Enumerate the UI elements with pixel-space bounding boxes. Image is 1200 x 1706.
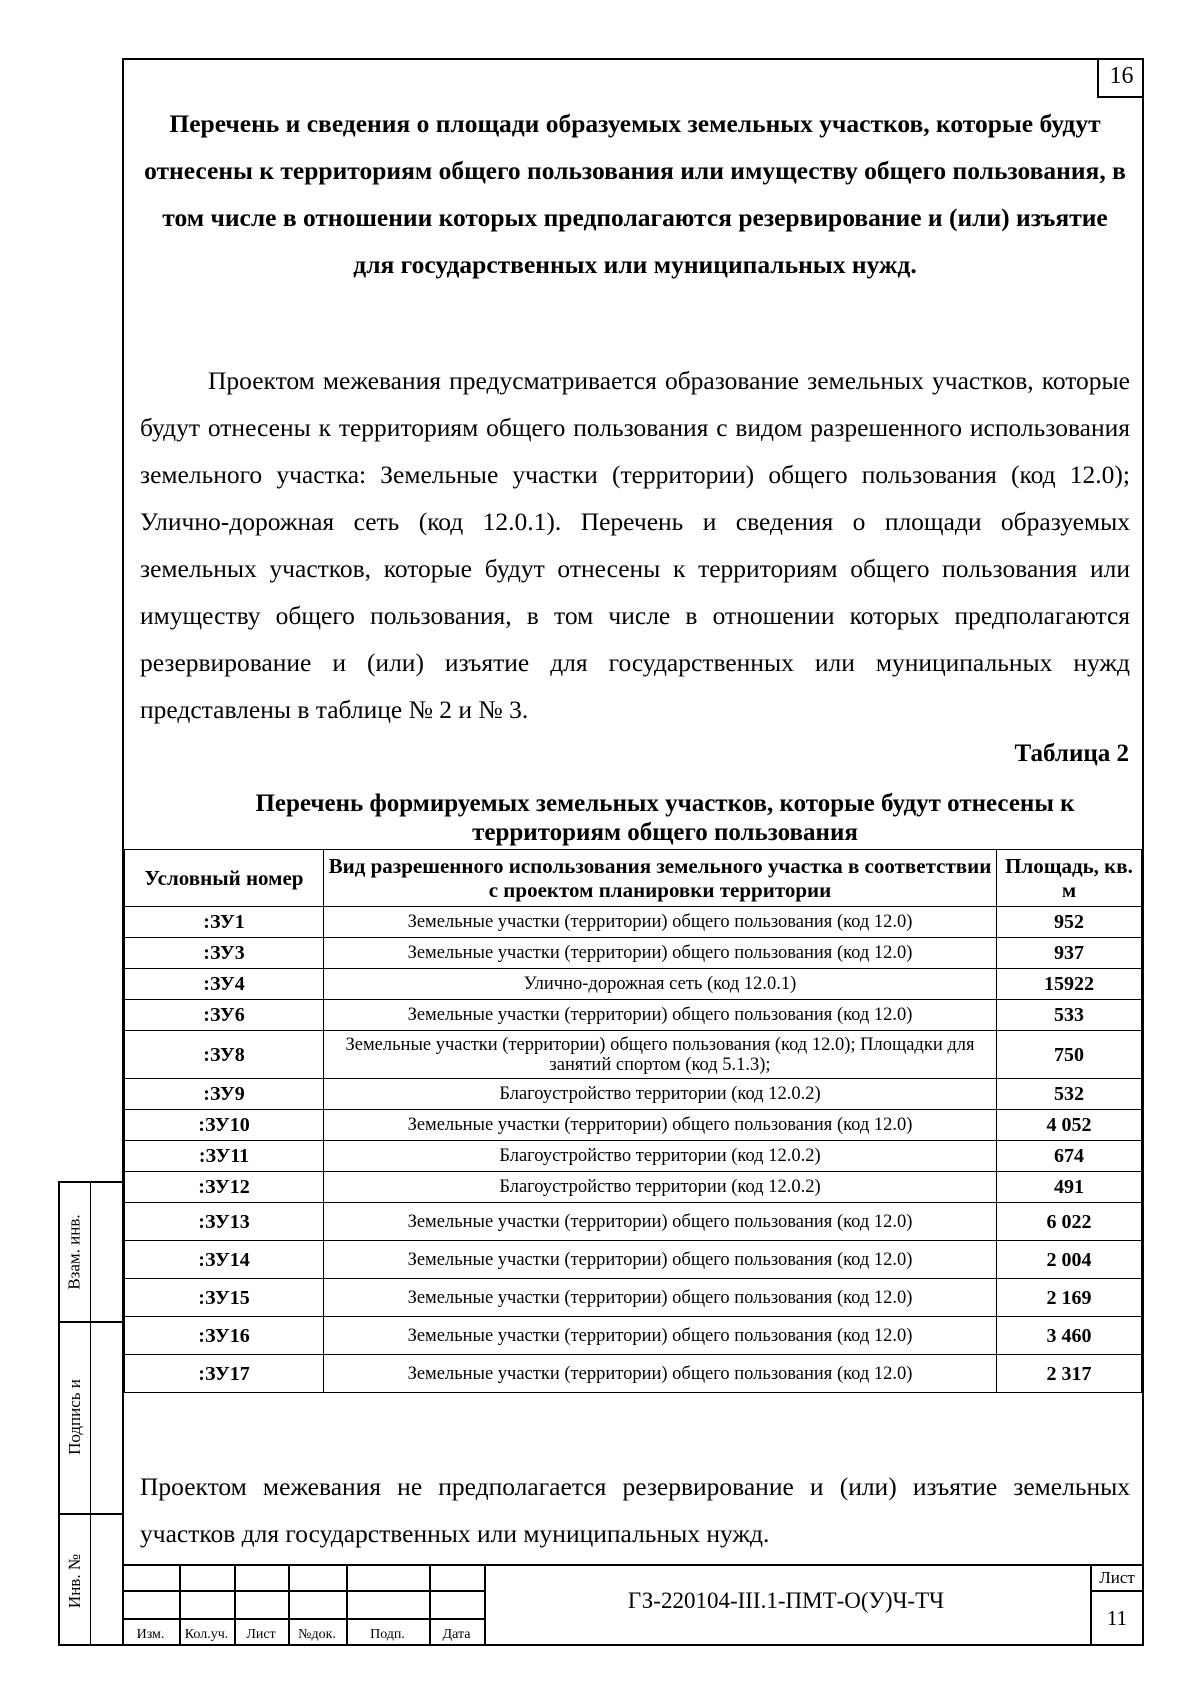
cell-area: 4 052 bbox=[997, 1110, 1142, 1141]
cell-area: 750 bbox=[997, 1031, 1142, 1079]
intro-paragraph: Проектом межевания предусматривается образование земельных участков, которые будут отнесены к территориям общего пользования с видом разрешенного использования земельного участка: Земельные участки (территории) общего пользования (код 12.0); Улично-дорожная сеть (код 12.0.1). Перечень и сведения о площади образуемых земельных участков, которые будут отнесены к территориям общего пользования или имуществу общего пользования, в том числе в отношении которых предполагаются резервирование и (или) изъятие для государственных или муниципальных нужд представлены в таблице № 2 и № 3. bbox=[140, 366, 1130, 724]
table-row bbox=[125, 969, 1142, 1000]
cell-area: 952 bbox=[997, 907, 1142, 938]
side-stamp-vzam: Взам. инв. bbox=[65, 1214, 84, 1290]
cell-use: Земельные участки (территории) общего пользования (код 12.0) bbox=[324, 1000, 997, 1031]
cell-code: :ЗУ4 bbox=[125, 969, 324, 1000]
table-label: Таблица 2 bbox=[1014, 740, 1129, 767]
cell-use: Земельные участки (территории) общего пользования (код 12.0) bbox=[324, 1279, 997, 1317]
cell-use: Земельные участки (территории) общего пользования (код 12.0) bbox=[324, 1317, 997, 1355]
table-row bbox=[125, 1279, 1142, 1317]
table-row bbox=[125, 907, 1142, 938]
stamp-label-koluch: Кол.уч. bbox=[184, 1627, 229, 1642]
cell-use: Земельные участки (территории) общего пользования (код 12.0); Площадки для занятий спортом (код 5.1.3); bbox=[324, 1031, 997, 1079]
cell-area: 532 bbox=[997, 1079, 1142, 1110]
cell-area: 15922 bbox=[997, 969, 1142, 1000]
stamp-label-izm: Изм. bbox=[136, 1627, 165, 1642]
cell-code: :ЗУ14 bbox=[125, 1241, 324, 1279]
cell-code: :ЗУ16 bbox=[125, 1317, 324, 1355]
cell-use: Благоустройство территории (код 12.0.2) bbox=[324, 1172, 997, 1203]
document-code: ГЗ-220104-III.1-ПМТ-О(У)Ч-ТЧ bbox=[627, 1588, 945, 1613]
stamp-label-podp: Подп. bbox=[370, 1627, 405, 1642]
side-stamp bbox=[58, 1181, 122, 1646]
cell-use: Благоустройство территории (код 12.0.2) bbox=[324, 1079, 997, 1110]
table-row bbox=[125, 1079, 1142, 1110]
header-area: Площадь, кв. м bbox=[997, 850, 1142, 907]
cell-area: 937 bbox=[997, 938, 1142, 969]
cell-code: :ЗУ10 bbox=[125, 1110, 324, 1141]
cell-area: 491 bbox=[997, 1172, 1142, 1203]
table-row bbox=[125, 1203, 1142, 1241]
sheet-label: Лист bbox=[1099, 1568, 1135, 1587]
closing-paragraph: Проектом межевания не предполагается резервирование и (или) изъятие земельных участков для государственных или муниципальных нужд. bbox=[140, 1472, 1130, 1548]
cell-code: :ЗУ3 bbox=[125, 938, 324, 969]
cell-use: Земельные участки (территории) общего пользования (код 12.0) bbox=[324, 1203, 997, 1241]
cell-use: Благоустройство территории (код 12.0.2) bbox=[324, 1141, 997, 1172]
cell-code: :ЗУ9 bbox=[125, 1079, 324, 1110]
cell-code: :ЗУ13 bbox=[125, 1203, 324, 1241]
cell-code: :ЗУ6 bbox=[125, 1000, 324, 1031]
table-row bbox=[125, 1000, 1142, 1031]
table-row bbox=[125, 1241, 1142, 1279]
parcels-table bbox=[124, 849, 1142, 1393]
cell-area: 6 022 bbox=[997, 1203, 1142, 1241]
cell-code: :ЗУ11 bbox=[125, 1141, 324, 1172]
cell-code: :ЗУ8 bbox=[125, 1031, 324, 1079]
table-title: Перечень формируемых земельных участков, которые будут отнесены к территориям общего пользования bbox=[255, 790, 1075, 846]
cell-code: :ЗУ17 bbox=[125, 1355, 324, 1393]
cell-area: 2 169 bbox=[997, 1279, 1142, 1317]
side-stamp-podpis: Подпись и bbox=[65, 1379, 84, 1455]
table-row bbox=[125, 1141, 1142, 1172]
stamp-label-ndok: №док. bbox=[298, 1627, 336, 1642]
cell-use: Земельные участки (территории) общего пользования (код 12.0) bbox=[324, 907, 997, 938]
cell-code: :ЗУ1 bbox=[125, 907, 324, 938]
stamp-label-list: Лист bbox=[246, 1627, 276, 1642]
cell-area: 3 460 bbox=[997, 1317, 1142, 1355]
cell-use: Земельные участки (территории) общего пользования (код 12.0) bbox=[324, 1110, 997, 1141]
sheet-number: 16 bbox=[1097, 58, 1144, 98]
section-title: Перечень и сведения о площади образуемых земельных участков, которые будут отнесены к территориям общего пользования или имуществу общего пользования, в том числе в отношении которых предполагаются резервирование и (или) изъятие для государственных или муниципальных нужд. bbox=[144, 109, 1126, 279]
cell-area: 2 317 bbox=[997, 1355, 1142, 1393]
cell-use: Земельные участки (территории) общего пользования (код 12.0) bbox=[324, 1355, 997, 1393]
cell-use: Земельные участки (территории) общего пользования (код 12.0) bbox=[324, 938, 997, 969]
table-row bbox=[125, 938, 1142, 969]
table-header-row bbox=[125, 850, 1142, 907]
sheet-page-number: 11 bbox=[1106, 1606, 1128, 1630]
cell-use: Земельные участки (территории) общего пользования (код 12.0) bbox=[324, 1241, 997, 1279]
cell-area: 2 004 bbox=[997, 1241, 1142, 1279]
cell-area: 674 bbox=[997, 1141, 1142, 1172]
header-use: Вид разрешенного использования земельного участка в соответствии с проектом планировки территории bbox=[324, 850, 997, 907]
cell-code: :ЗУ15 bbox=[125, 1279, 324, 1317]
cell-use: Улично-дорожная сеть (код 12.0.1) bbox=[324, 969, 997, 1000]
header-code: Условный номер bbox=[125, 850, 324, 907]
cell-area: 533 bbox=[997, 1000, 1142, 1031]
table-row bbox=[125, 1355, 1142, 1393]
side-stamp-inv: Инв. № bbox=[65, 1553, 84, 1608]
table-row bbox=[125, 1110, 1142, 1141]
stamp-label-data: Дата bbox=[442, 1627, 471, 1642]
cell-code: :ЗУ12 bbox=[125, 1172, 324, 1203]
table-row bbox=[125, 1031, 1142, 1079]
table-row bbox=[125, 1172, 1142, 1203]
table-row bbox=[125, 1317, 1142, 1355]
